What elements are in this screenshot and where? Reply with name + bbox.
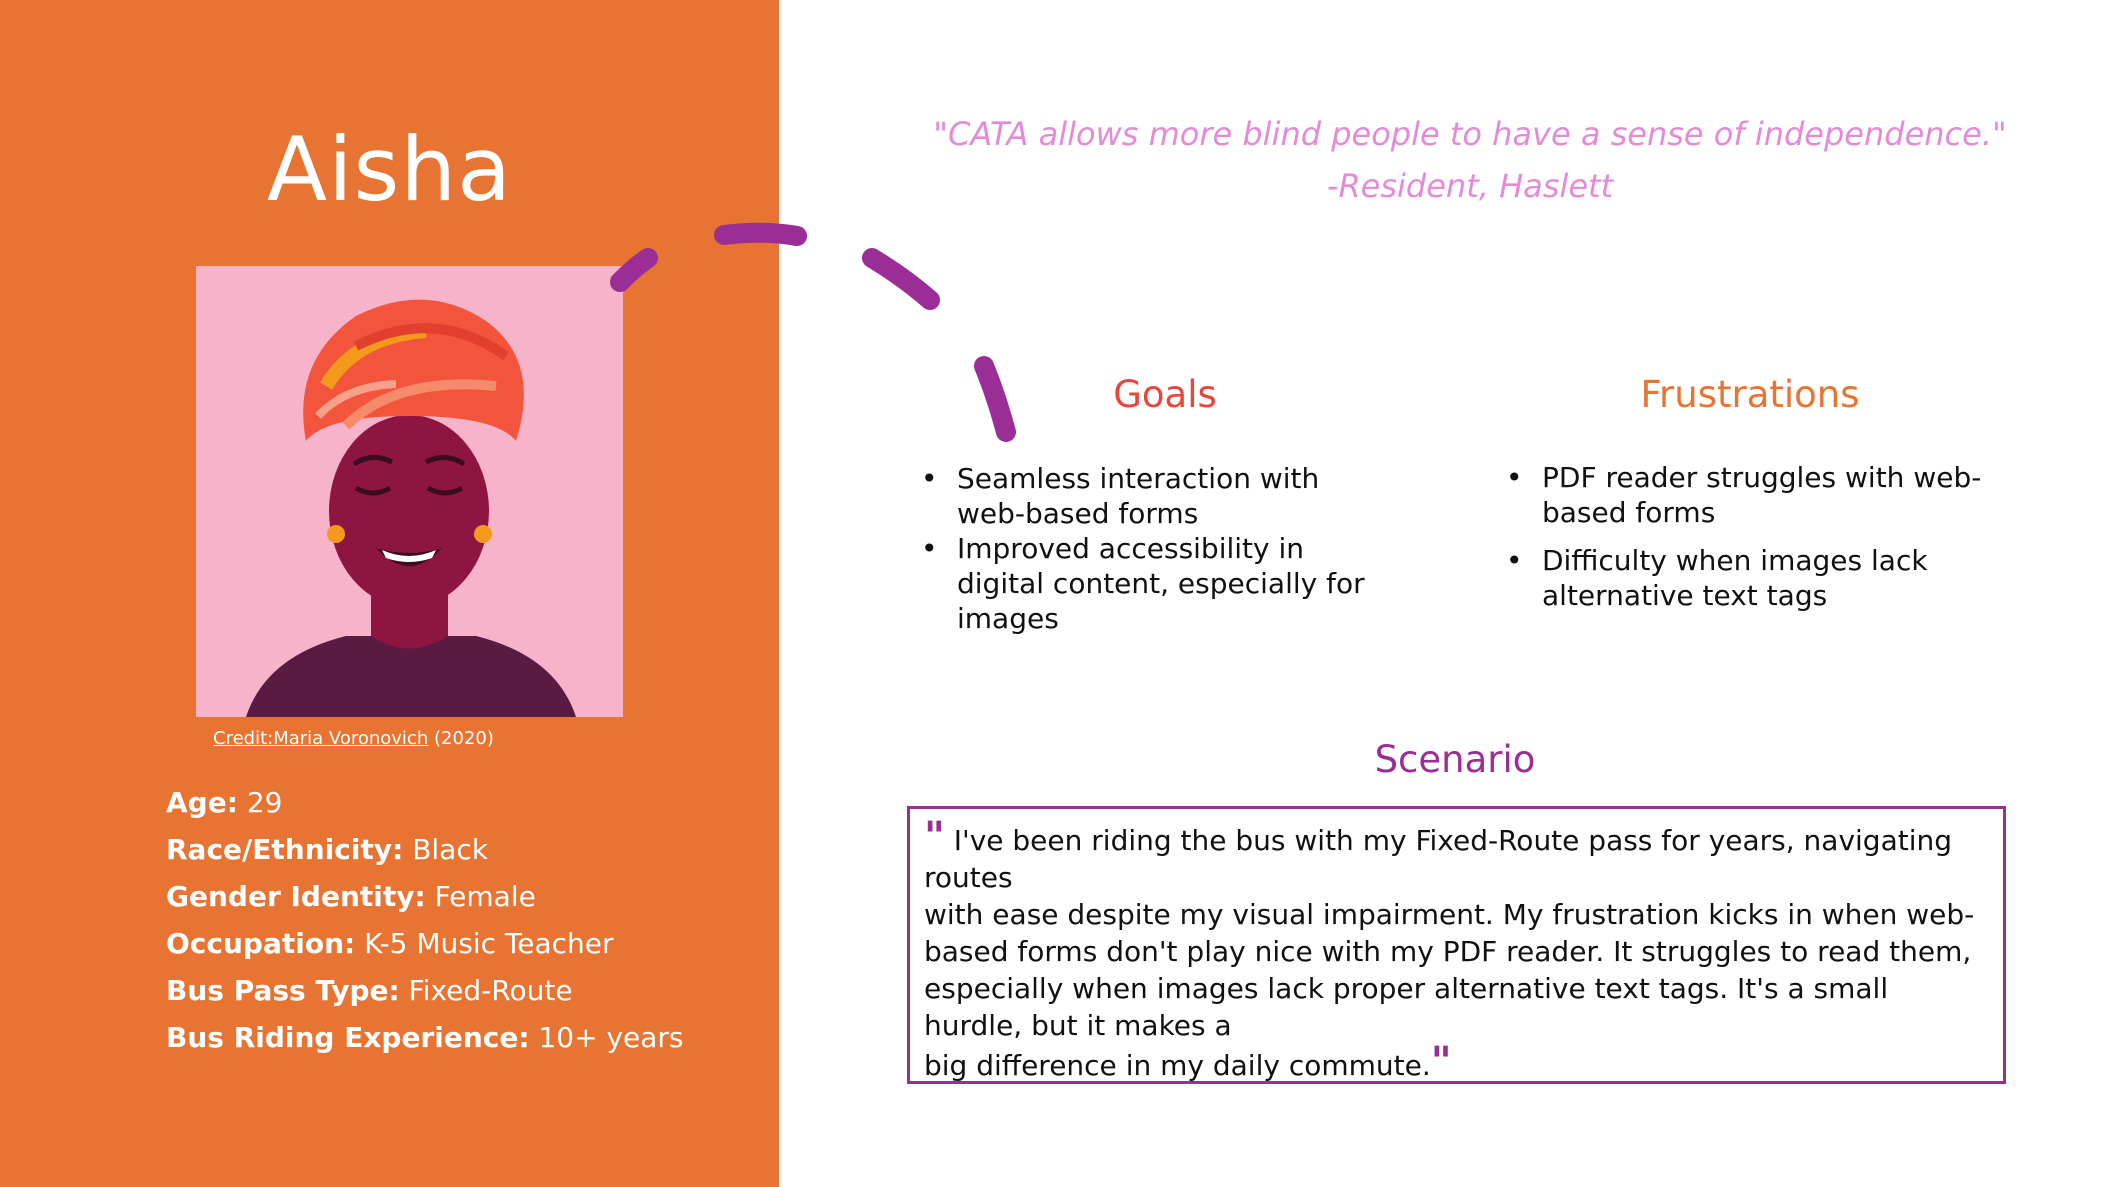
fact-label: Occupation: [166,927,356,960]
fact-label: Race/Ethnicity: [166,833,404,866]
quote-attribution: -Resident, Haslett [1326,167,1614,205]
frustrations-list [1506,460,2006,626]
persona-facts [166,784,684,1066]
credit-year: (2020) [433,728,494,749]
fact-value: 10+ years [538,1021,684,1054]
goals-list [921,461,1381,636]
persona-panel [0,0,779,1187]
scenario-heading: Scenario [1374,738,1536,781]
close-quote-mark: " [1430,1039,1452,1085]
fact-pass-type [166,972,684,1019]
fact-gender [166,878,684,925]
fact-value: Fixed-Route [408,974,573,1007]
frustration-item: • PDF reader struggles with web-based forms [1506,460,2006,530]
fact-age [166,784,684,831]
fact-label: Age: [166,786,238,819]
quote-text: "CATA allows more blind people to have a sense of independence." [933,115,2007,153]
fact-value: Female [434,880,536,913]
goal-item: • Seamless interaction with web-based forms [921,461,1381,531]
fact-riding-experience [166,1019,684,1066]
credit-link[interactable]: Credit:Maria Voronovich [213,728,429,749]
goals-heading: Goals [1113,373,1217,416]
persona-name: Aisha [266,118,513,221]
scenario-box [907,806,2006,1084]
fact-label: Bus Riding Experience: [166,1021,530,1054]
image-credit [213,728,494,749]
scenario-line-first: I've been riding the bus with my Fixed-Route pass for years, navigating routes [924,824,1953,894]
fact-label: Bus Pass Type: [166,974,400,1007]
fact-value: Black [412,833,488,866]
fact-value: 29 [246,786,283,819]
goal-item: • Improved accessibility in digital content, especially for images [921,531,1381,636]
scenario-lines-middle: with ease despite my visual impairment. My frustration kicks in when web-based forms don't play nice with my PDF reader. It struggles to read them, especially when images lack proper alternative text tags. It's a small hurdle, but it makes a [924,898,1975,1042]
fact-occupation [166,925,684,972]
frustrations-heading: Frustrations [1640,373,1860,416]
fact-race [166,831,684,878]
fact-value: K-5 Music Teacher [364,927,614,960]
persona-portrait [196,266,623,717]
fact-label: Gender Identity: [166,880,426,913]
portrait-illustration [196,266,623,717]
scenario-text [924,814,1994,1085]
frustration-item: • Difficulty when images lack alternative text tags [1506,543,2006,613]
scenario-line-last: big difference in my daily commute. [924,1049,1431,1082]
resident-quote [880,108,2060,212]
open-quote-mark: " [924,814,945,860]
